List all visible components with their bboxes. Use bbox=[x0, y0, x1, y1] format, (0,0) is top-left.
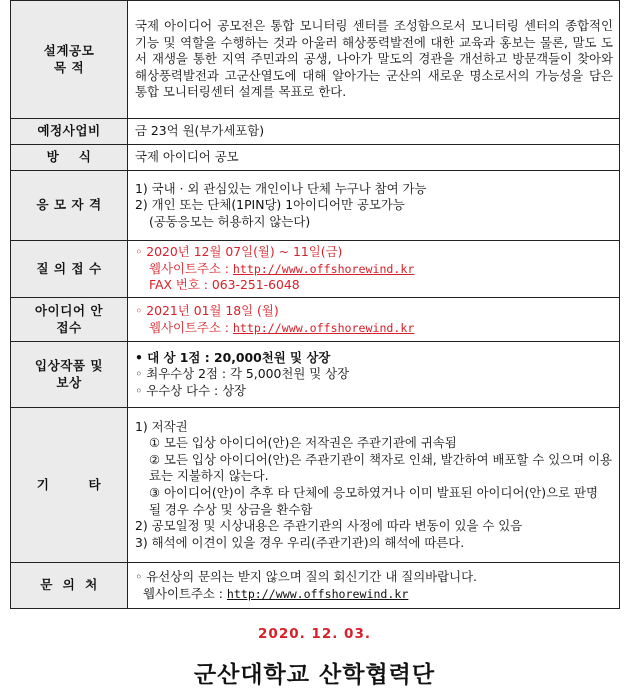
other-copyright-item-2: ② 모든 입상 아이디어(안)은 주관기관이 책자로 인쇄, 발간하여 배포할 수 있으며 이용료는 지불하지 않는다. bbox=[149, 451, 613, 484]
row-budget bbox=[11, 119, 620, 145]
submission-date: ◦ 2021년 01월 18일 (월) bbox=[135, 302, 279, 318]
value-awards bbox=[128, 342, 620, 408]
value-purpose bbox=[128, 1, 620, 119]
submission-website-label: 웹사이트주소 : bbox=[149, 319, 233, 335]
label-method: 방 식 bbox=[11, 145, 128, 171]
value-inquiry bbox=[128, 241, 620, 298]
value-other bbox=[128, 408, 620, 563]
inquiry-website-label: 웹사이트주소 : bbox=[149, 260, 233, 276]
value-submission bbox=[128, 298, 620, 342]
label-purpose: 설계공모 목 적 bbox=[11, 1, 128, 119]
value-budget bbox=[128, 119, 620, 145]
organization-name: 군산대학교 산학협력단 bbox=[193, 661, 436, 688]
other-schedule-note: 2) 공모일정 및 시상내용은 주관기관의 사정에 따라 변동이 있을 수 있음 bbox=[135, 518, 523, 534]
eligibility-line-3: (공동응모는 허용하지 않는다) bbox=[149, 213, 311, 229]
inquiry-date: ◦ 2020년 12월 07일(월) ~ 11일(금) bbox=[135, 244, 343, 260]
award-merit: ◦ 우수상 다수 : 상장 bbox=[135, 382, 247, 398]
eligibility-line-2: 2) 개인 또는 단체(1PIN당) 1아이디어만 공모가능 bbox=[135, 197, 405, 213]
method-text: 국제 아이디어 공모 bbox=[135, 149, 239, 165]
award-grand: • 대 상 1점 : 20,000천원 및 상장 bbox=[135, 349, 331, 365]
row-inquiry bbox=[11, 241, 620, 298]
contact-website-link[interactable]: http://www.offshorewind.kr bbox=[226, 586, 409, 601]
row-method bbox=[11, 145, 620, 171]
row-submission bbox=[11, 298, 620, 342]
contact-website-label: 웹사이트주소 : bbox=[143, 585, 227, 601]
other-copyright-heading: 1) 저작권 bbox=[135, 418, 188, 434]
value-eligibility bbox=[128, 171, 620, 241]
label-inquiry: 질 의 접 수 bbox=[11, 241, 128, 298]
eligibility-line-1: 1) 국내 · 외 관심있는 개인이나 단체 누구나 참여 가능 bbox=[135, 180, 427, 196]
row-awards bbox=[11, 342, 620, 408]
purpose-text: 국제 아이디어 공모전은 통합 모니터링 센터를 조성함으로서 모니터링 센터의 종합적인 기능 및 역할을 수행하는 것과 아울러 해상풍력발전에 대한 교육과 홍보는 물론, 말도 도서 재생을 통한 지역 주민과의 공생, 나아가 말도의 경관을 개선하고 방문객들이 찾아와 해상풍력발전과 고군산열도에 대해 알아가는 군산의 새로운 명소로서의 가능성을 담은 통합 모니터링센터 설계를 목표로 한다. bbox=[135, 18, 613, 100]
other-copyright-item-3: ③ 아이디어(안)이 추후 타 단체에 응모하였거나 이미 발표된 아이디어(안)으로 판명 될 경우 수상 및 상금을 환수함 bbox=[149, 485, 598, 517]
contact-website-line bbox=[135, 586, 613, 603]
inquiry-website-link[interactable]: http://www.offshorewind.kr bbox=[232, 261, 415, 276]
award-excellence: ◦ 최우수상 2점 : 각 5,000천원 및 상장 bbox=[135, 366, 350, 382]
label-contact: 문 의 처 bbox=[11, 563, 128, 609]
label-eligibility: 응 모 자 격 bbox=[11, 171, 128, 241]
budget-text: 금 23억 원(부가세포함) bbox=[135, 123, 265, 139]
label-other: 기 타 bbox=[11, 408, 128, 563]
value-method bbox=[128, 145, 620, 171]
row-other bbox=[11, 408, 620, 563]
contact-note: ◦ 유선상의 문의는 받지 않으며 질의 회신기간 내 질의바랍니다. bbox=[135, 568, 477, 584]
notice-table bbox=[10, 0, 620, 609]
label-budget: 예정사업비 bbox=[11, 119, 128, 145]
label-submission: 아이디어 안 접수 bbox=[11, 298, 128, 342]
other-copyright-item-1: ① 모든 입상 아이디어(안)은 저작권은 주관기관에 귀속됨 bbox=[149, 435, 457, 451]
value-contact bbox=[128, 563, 620, 609]
other-interpretation-note: 3) 해석에 이견이 있을 경우 우리(주관기관)의 해석에 따른다. bbox=[135, 534, 465, 550]
inquiry-fax: FAX 번호 : 063-251-6048 bbox=[149, 277, 300, 293]
inquiry-website-line bbox=[135, 261, 613, 278]
label-awards: 입상작품 및 보상 bbox=[11, 342, 128, 408]
row-contact bbox=[11, 563, 620, 609]
row-purpose bbox=[11, 1, 620, 119]
submission-website-line bbox=[135, 320, 613, 337]
submission-website-link[interactable]: http://www.offshorewind.kr bbox=[232, 320, 415, 335]
row-eligibility bbox=[11, 171, 620, 241]
document-date: 2020. 12. 03. bbox=[258, 626, 371, 642]
